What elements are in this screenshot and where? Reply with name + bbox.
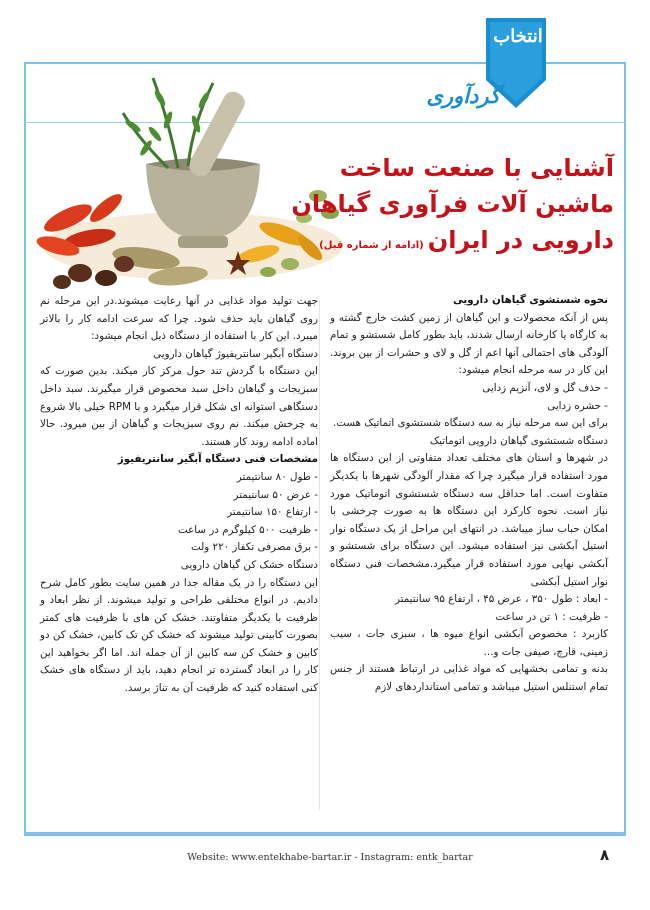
paragraph: مشخصات فنی دستگاه آبگیر سانتریفیوژ [117,453,318,466]
paragraph: - حشره زدایی [547,399,608,412]
paragraph: - ظرفیت ۵۰۰ کیلوگرم در ساعت [178,523,318,536]
paragraph: این دستگاه را در یک مقاله جدا در همین سایت بطور کامل شرح دادیم. در انواع مختلفی طراحی و تولید میشوند. از نظر ابعاد و ظرفیت با یکدیگر متفاوتند. خشک کن های با ظرفیت های کمتر بصورت کابینی تولید میشوند که خشک کن تک کابین، خشک کن دو کابین و خشک کن سه کابین از آن جمله اند. اما اگر بخواهید این کار را در ابعاد گسترده تر انجام دهید، باید از دستگاه های خشک کنی استفاده کنید که ظرفیت آن به تناژ برسد. [40,576,318,695]
column-separator [319,300,320,810]
paragraph: - طول ۸۰ سانتیمتر [236,470,318,483]
paragraph: در شهرها و استان های مختلف تعداد متفاوتی از این دستگاه ها مورد استفاده قرار میگیرد چرا که مقدار آلودگی شهرها با یکدیگر متفاوت است. اما حداقل سه دستگاه شستشوی اتوماتیک مورد نیاز است. نحوه کارکرد این دستگاه ها به صورت چرخشی با امکان حباب ساز میباشد. در انتهای این مراحل از یک دستگاه نوار استیل آبکشی نیز استفاده میشود. این دستگاه برای شستشو و آبکشی نهایی مورد استفاده قرار میگیرد.مشخصات فنی دستگاه نوار استیل آبکشی [330,452,608,588]
paragraph: پس از آنکه محصولات و این گیاهان از زمین کشت خارج گشته و به کارگاه یا کارخانه ارسال شدند، باید بطور کامل شستشو و تمام آلودگی های احتمالی آنها اعم از گل و لای و حشرات از بین بروند. این کار در سه مرحله انجام میشود: [330,311,608,377]
paragraph: این دستگاه با گردش تند حول مرکز کار میکند. بدین صورت که سبزیجات و گیاهان داخل سبد مخصوص قرار میگیرند. سبد داخل دستگاهی استوانه ای شکل قرار میگیرد و با RPM خیلی بالا شروع به چرخش میکند. نم روی سبزیجات و گیاهان از بین میرود. حالا اماده ادامه روند کار هستند. [40,365,318,448]
paragraph: - حذف گل و لای، آنزیم زدایی [482,381,608,394]
paragraph: دستگاه خشک کن گیاهان دارویی [180,558,318,571]
paragraph: نحوه شستشوی گیاهان دارویی [452,294,608,306]
paragraph: جهت تولید مواد غذایی در آنها رعایت میشوند.در این مرحله نم روی گیاهان باید حذف شود. چرا که سرعت ادامه کار را بالاتر میبرد. این کار با استفاده از دستگاه ذیل انجام میشود: [40,295,318,343]
article-title [291,150,614,264]
paragraph: کاربرد : مخصوص آبکشی انواع میوه ها ، سبزی جات ، سیب زمینی، قارچ، صیفی جات و... [330,628,608,658]
title-continuation-note: (ادامه از شماره قبل) [319,240,424,251]
paragraph: - برق مصرفی تکفاز ۲۲۰ ولت [191,541,318,554]
hero-herbs-illustration [28,68,350,296]
paragraph: دستگاه شستشوی گیاهان دارویی اتوماتیک [429,434,608,447]
paragraph: - عرض ۵۰ سانتیمتر [233,488,318,501]
magazine-logo: انتخاب [493,26,543,47]
paragraph: دستگاه آبگیر سانتریفیوژ گیاهان دارویی [153,347,318,360]
title-line-3: دارویی در ایران [427,226,614,254]
paragraph: - ارتفاع ۱۵۰ سانتیمتر [227,506,318,519]
title-line-2: ماشین آلات فرآوری گیاهان [291,190,614,218]
page-number: ۸ [600,846,610,864]
footer-divider [24,834,626,836]
right-text-column [330,292,608,697]
section-tag: گردآوری [426,84,500,108]
paragraph: - ظرفیت : ۱ تن در ساعت [495,610,608,623]
paragraph: بدنه و تمامی بخشهایی که مواد غذایی در ارتباط هستند از جنس تمام استنلس استیل میباشد و تمامی استانداردهای لازم [330,663,608,694]
paragraph: - ابعاد : طول ۳۵۰ ، عرض ۴۵ ، ارتفاع ۹۵ سانتیمتر [394,593,608,606]
footer-website: Website: www.entekhabe-bartar.ir - Instagram: entk_bartar [187,852,473,863]
left-text-column [40,293,318,698]
paragraph: برای این سه مرحله نیاز به سه دستگاه شستشوی اتماتیک هست. [332,417,608,430]
title-line-1: آشنایی با صنعت ساخت [339,154,614,182]
